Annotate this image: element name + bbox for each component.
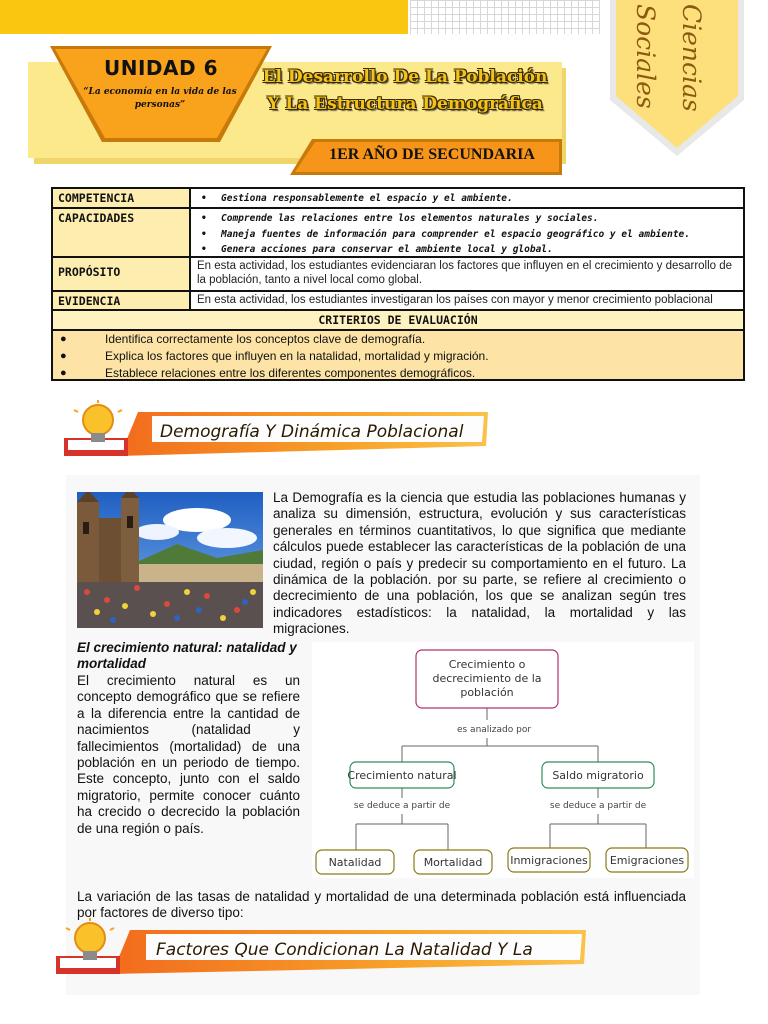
lightbulb-book-icon — [56, 918, 120, 974]
crecimiento-natural-title: El crecimiento natural: natalidad y mortalidad — [77, 640, 297, 672]
subject-label-ciencias: Ciencias — [677, 4, 706, 112]
connector-left: se deduce a partir de — [353, 801, 451, 811]
row-competencia — [53, 189, 743, 209]
competencia-item: • Gestiona responsablemente el espacio y el ambiente. — [197, 191, 737, 207]
node-inmigraciones-label: Inmigraciones — [510, 854, 588, 867]
unit-title: UNIDAD 6 — [104, 56, 218, 80]
city-square-photo — [77, 492, 263, 628]
bullet-dot: ● — [60, 367, 67, 379]
capacidad-item: • Genera acciones para conservar el ambiente local y global. — [197, 242, 737, 258]
row-proposito — [53, 258, 743, 292]
criterio-text: Establece relaciones entre los diferentes componentes demográficos. — [105, 366, 476, 380]
node-crecimiento-natural-label: Crecimiento natural — [347, 769, 457, 782]
capacidad-item: • Maneja fuentes de información para comprender el espacio geográfico y el ambiente. — [197, 227, 737, 243]
subject-label-sociales: Sociales — [631, 4, 660, 109]
demografia-paragraph: La Demografía es la ciencia que estudia las poblaciones humanas y analiza su dimensión, estructura, evolución y sus características generales en términos cuantitativos, lo que significa que mediante cálculos puede establecer las características de la población de una ciudad, región o país y predecir su comportamiento en el futuro. La dinámica de la población. por su parte, se refiere al crecimiento o decrecimiento de una población, los que se analizan según tres indicadores estadísticos: la natalidad, la mortalidad y las migraciones. — [273, 490, 686, 637]
capacidad-item: • Comprende las relaciones entre los elementos naturales y sociales. — [197, 211, 737, 227]
bullet-dot: ● — [60, 333, 67, 345]
grade-label: 1ER AÑO DE SECUNDARIA — [329, 146, 535, 163]
unit-subtitle: “La economía en la vida de las personas” — [83, 87, 237, 110]
row-capacidades — [53, 209, 743, 258]
connector-root: es analizado por — [456, 725, 532, 735]
criterio-item — [53, 331, 743, 348]
capacidades-value — [191, 209, 743, 256]
page-title: El Desarrollo De La Población Y La Estructura Demográfica — [262, 67, 548, 114]
criterios-list — [53, 331, 743, 379]
evidencia-text: En esta actividad, los estudiantes investigaran los países con mayor y menor crecimiento poblacional — [197, 294, 713, 306]
competence-table — [51, 187, 745, 381]
node-emigraciones-label: Emigraciones — [609, 854, 685, 867]
concept-map — [312, 642, 694, 878]
lightbulb-book-icon — [64, 400, 128, 456]
node-root-line3: población — [460, 686, 514, 699]
criterio-text: Explica los factores que influyen en la natalidad, mortalidad y migración. — [105, 349, 489, 363]
criterio-item — [53, 348, 743, 365]
node-root-line1: Crecimiento o — [448, 658, 526, 671]
variation-paragraph: La variación de las tasas de natalidad y mortalidad de una determinada población está influenciada por factores de diverso tipo: — [77, 889, 686, 921]
criterios-heading: CRITERIOS DE EVALUACIÓN — [53, 311, 743, 331]
criterio-text: Identifica correctamente los conceptos clave de demografía. — [105, 332, 426, 346]
proposito-label: PROPÓSITO — [53, 258, 191, 290]
proposito-text: En esta actividad, los estudiantes evidenciaran los factores que influyen en el crecimiento y desarrollo de la población, tanto a nivel local como global. — [197, 260, 733, 286]
node-root-line2: decrecimiento de la — [432, 672, 542, 685]
capacidades-label: CAPACIDADES — [53, 209, 191, 256]
row-evidencia — [53, 292, 743, 311]
node-mortalidad-label: Mortalidad — [423, 856, 483, 869]
competencia-value — [191, 189, 743, 207]
section1-title: Demografía Y Dinámica Poblacional — [160, 422, 464, 442]
criterio-item — [53, 365, 743, 382]
node-natalidad-label: Natalidad — [328, 856, 382, 869]
node-saldo-migratorio-label: Saldo migratorio — [552, 769, 644, 782]
connector-right: se deduce a partir de — [549, 801, 647, 811]
top-decor-grid — [410, 0, 600, 34]
top-decor-bar — [0, 0, 408, 34]
evidencia-label: EVIDENCIA — [53, 292, 191, 309]
competencia-label: COMPETENCIA — [53, 189, 191, 207]
bullet-dot: ● — [60, 350, 67, 362]
crecimiento-natural-paragraph: El crecimiento natural es un concepto demográfico que se refiere a la diferencia entre la cantidad de nacimientos (natalidad y fallecimientos (mortalidad) de una población en un periodo de tiempo. Este concepto, junto con el saldo migratorio, permite conocer cuánto ha crecido o decrecido la población de una región o país. — [77, 673, 300, 836]
section2-title: Factores Que Condicionan La Natalidad Y La — [156, 940, 533, 960]
